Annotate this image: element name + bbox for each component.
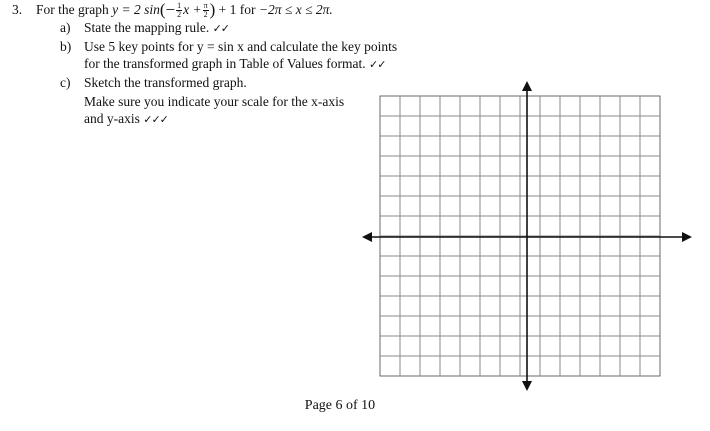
part-a-marks: ✓✓ — [212, 22, 230, 35]
part-c-marks: ✓✓✓ — [143, 113, 168, 126]
part-b-marks: ✓✓ — [368, 58, 386, 71]
fraction-numerator: 1 — [177, 1, 182, 11]
equation-fraction-pi-half — [203, 2, 209, 19]
equation-fraction-one-half — [176, 2, 182, 19]
part-a-letter: a) — [60, 20, 71, 35]
fraction-denominator: 2 — [203, 10, 208, 20]
domain-prefix: for — [239, 2, 256, 17]
equation-lhs: y = 2 sin — [112, 2, 160, 17]
y-axis-up-arrow-icon — [522, 81, 532, 91]
x-axis-left-arrow-icon — [362, 232, 372, 242]
page-number: Page 6 of 10 — [304, 398, 376, 413]
part-c-instruction: and y-axis — [84, 111, 140, 126]
question-prompt — [36, 2, 333, 19]
part-b-line-2 — [84, 56, 385, 72]
part-c-line-2: Make sure you indicate your scale for the x-axis — [84, 94, 345, 109]
part-b-instruction: for the transformed graph in Table of Values format. — [84, 56, 366, 71]
question-intro: For the graph — [36, 2, 109, 17]
fraction-numerator: π — [203, 1, 208, 11]
x-axis-right-arrow-icon — [682, 232, 692, 242]
question-number: 3. — [12, 2, 23, 17]
part-c-letter: c) — [60, 75, 71, 90]
coordinate-grid[interactable] — [360, 80, 694, 392]
equation-open-paren: (− — [159, 0, 176, 19]
equation-close-paren: ) — [209, 0, 216, 19]
y-axis-down-arrow-icon — [522, 381, 532, 391]
grid-lines — [380, 96, 660, 376]
part-c-line-3 — [84, 111, 168, 127]
part-a-text — [84, 20, 229, 36]
domain-inequality: −2π ≤ x ≤ 2π. — [258, 2, 333, 17]
part-b-line-1: Use 5 key points for y = sin x and calculate the key points — [84, 39, 398, 54]
part-a-instruction: State the mapping rule. — [84, 20, 210, 35]
equation-tail: + 1 — [218, 2, 237, 17]
equation-x-plus: x + — [183, 2, 202, 17]
fraction-denominator: 2 — [177, 10, 182, 20]
part-b-letter: b) — [60, 39, 72, 54]
part-c-line-1: Sketch the transformed graph. — [84, 75, 247, 90]
